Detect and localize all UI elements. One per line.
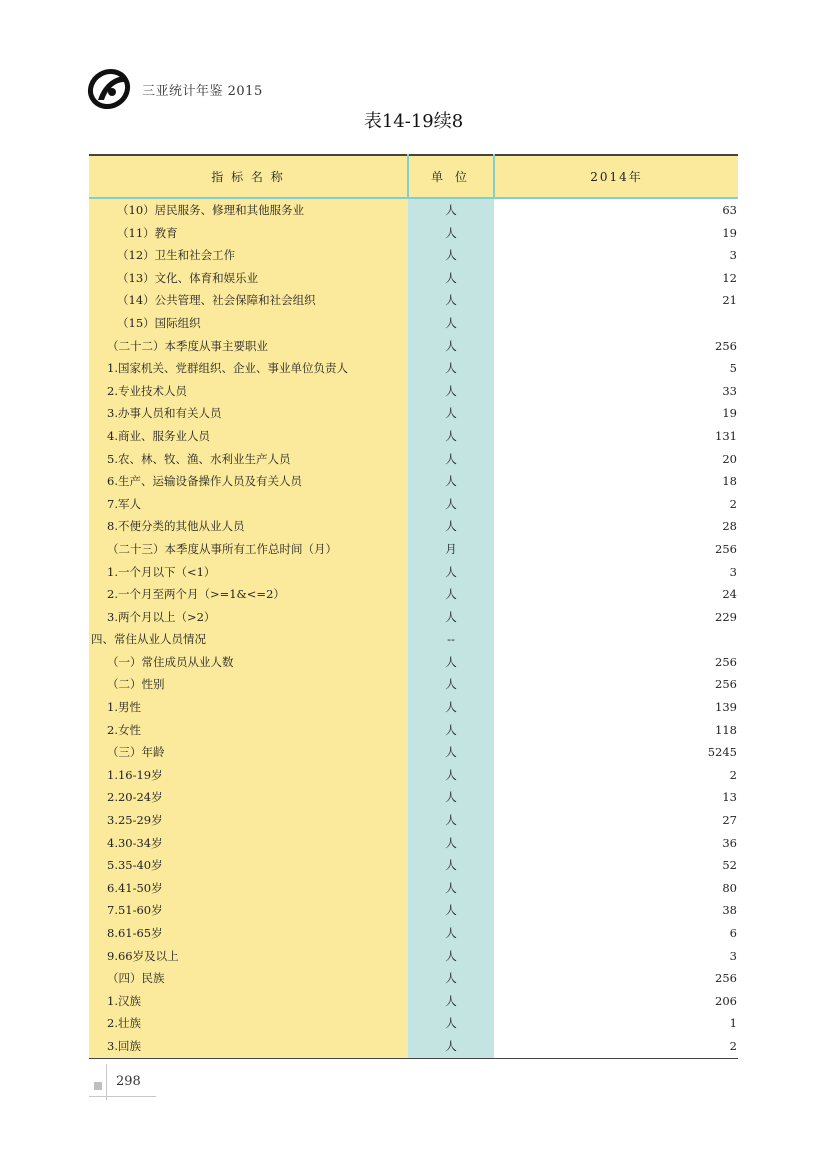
unit-cell: 人 <box>408 267 494 290</box>
unit-cell: 人 <box>408 877 494 900</box>
unit-cell: 人 <box>408 832 494 855</box>
value-cell: 256 <box>494 335 738 358</box>
indicator-name-cell: （二十二）本季度从事主要职业 <box>89 335 408 358</box>
unit-cell: 人 <box>408 1012 494 1035</box>
value-cell: 80 <box>494 877 738 900</box>
table-row <box>89 538 738 561</box>
value-cell: 1 <box>494 1012 738 1035</box>
indicator-name-cell: （15）国际组织 <box>89 312 408 335</box>
table-row <box>89 1035 738 1058</box>
unit-cell: 人 <box>408 854 494 877</box>
statistics-table-container <box>89 154 738 1059</box>
table-row <box>89 402 738 425</box>
unit-cell: 人 <box>408 198 494 222</box>
indicator-name-cell: 3.25-29岁 <box>89 809 408 832</box>
table-row <box>89 606 738 629</box>
value-cell: 12 <box>494 267 738 290</box>
table-row <box>89 198 738 222</box>
value-cell: 3 <box>494 561 738 584</box>
table-row <box>89 673 738 696</box>
table-row <box>89 493 738 516</box>
indicator-name-cell: （13）文化、体育和娱乐业 <box>89 267 408 290</box>
unit-cell: 人 <box>408 945 494 968</box>
value-cell: 19 <box>494 402 738 425</box>
value-cell: 131 <box>494 425 738 448</box>
unit-cell: 人 <box>408 335 494 358</box>
value-cell: 27 <box>494 809 738 832</box>
unit-cell: 人 <box>408 493 494 516</box>
unit-cell: 月 <box>408 538 494 561</box>
table-row <box>89 515 738 538</box>
unit-cell: 人 <box>408 922 494 945</box>
table-row <box>89 719 738 742</box>
table-row <box>89 854 738 877</box>
unit-cell: 人 <box>408 583 494 606</box>
value-cell: 5245 <box>494 741 738 764</box>
indicator-name-cell: 1.国家机关、党群组织、企业、事业单位负责人 <box>89 357 408 380</box>
value-cell: 5 <box>494 357 738 380</box>
column-header-unit: 单 位 <box>408 155 494 198</box>
indicator-name-cell: （10）居民服务、修理和其他服务业 <box>89 198 408 222</box>
value-cell: 118 <box>494 719 738 742</box>
table-row <box>89 832 738 855</box>
value-cell <box>494 312 738 335</box>
column-header-indicator-name: 指 标 名 称 <box>89 155 408 198</box>
unit-cell: 人 <box>408 312 494 335</box>
indicator-name-cell: 4.商业、服务业人员 <box>89 425 408 448</box>
table-row <box>89 809 738 832</box>
page-number: 298 <box>116 1074 141 1089</box>
indicator-name-cell: 9.66岁及以上 <box>89 945 408 968</box>
table-row <box>89 990 738 1013</box>
column-header-year: 2014年 <box>494 155 738 198</box>
table-row <box>89 899 738 922</box>
table-row <box>89 651 738 674</box>
indicator-name-cell: 7.51-60岁 <box>89 899 408 922</box>
table-row <box>89 425 738 448</box>
table-row <box>89 696 738 719</box>
indicator-name-cell: （二）性别 <box>89 673 408 696</box>
table-title: 表14-19续8 <box>363 111 464 132</box>
table-body <box>89 198 738 1058</box>
unit-cell: 人 <box>408 786 494 809</box>
value-cell: 256 <box>494 538 738 561</box>
indicator-name-cell: （三）年龄 <box>89 741 408 764</box>
value-cell: 3 <box>494 244 738 267</box>
table-header-row <box>89 155 738 198</box>
table-row <box>89 583 738 606</box>
page-marker-icon <box>94 1082 102 1090</box>
indicator-name-cell: 3.两个月以上（>2） <box>89 606 408 629</box>
value-cell: 13 <box>494 786 738 809</box>
indicator-name-cell: （14）公共管理、社会保障和社会组织 <box>89 289 408 312</box>
value-cell: 19 <box>494 222 738 245</box>
indicator-name-cell: 2.一个月至两个月（>=1&<=2） <box>89 583 408 606</box>
yearbook-logo-icon <box>86 66 132 112</box>
yearbook-title: 三亚统计年鉴 2015 <box>142 84 263 99</box>
indicator-name-cell: 1.一个月以下（<1） <box>89 561 408 584</box>
unit-cell: 人 <box>408 425 494 448</box>
indicator-name-cell: 6.生产、运输设备操作人员及有关人员 <box>89 470 408 493</box>
unit-cell: 人 <box>408 357 494 380</box>
value-cell: 6 <box>494 922 738 945</box>
indicator-name-cell: 3.回族 <box>89 1035 408 1058</box>
value-cell: 256 <box>494 673 738 696</box>
indicator-name-cell: 5.35-40岁 <box>89 854 408 877</box>
indicator-name-cell: 8.不便分类的其他从业人员 <box>89 515 408 538</box>
unit-cell: 人 <box>408 222 494 245</box>
statistics-table <box>89 154 738 1059</box>
unit-cell: 人 <box>408 741 494 764</box>
unit-cell: 人 <box>408 990 494 1013</box>
value-cell: 28 <box>494 515 738 538</box>
table-row <box>89 628 738 651</box>
unit-cell: 人 <box>408 289 494 312</box>
value-cell: 38 <box>494 899 738 922</box>
unit-cell: 人 <box>408 1035 494 1058</box>
value-cell: 2 <box>494 764 738 787</box>
table-row <box>89 312 738 335</box>
indicator-name-cell: 7.军人 <box>89 493 408 516</box>
table-row <box>89 267 738 290</box>
indicator-name-cell: 1.男性 <box>89 696 408 719</box>
table-row <box>89 335 738 358</box>
unit-cell: 人 <box>408 719 494 742</box>
indicator-name-cell: 四、常住从业人员情况 <box>89 628 408 651</box>
unit-cell: 人 <box>408 696 494 719</box>
unit-cell: 人 <box>408 515 494 538</box>
table-row <box>89 741 738 764</box>
table-row <box>89 1012 738 1035</box>
value-cell: 21 <box>494 289 738 312</box>
unit-cell: 人 <box>408 561 494 584</box>
unit-cell: -- <box>408 628 494 651</box>
value-cell: 3 <box>494 945 738 968</box>
table-row <box>89 448 738 471</box>
value-cell: 63 <box>494 198 738 222</box>
indicator-name-cell: 1.汉族 <box>89 990 408 1013</box>
value-cell: 52 <box>494 854 738 877</box>
unit-cell: 人 <box>408 809 494 832</box>
table-row <box>89 945 738 968</box>
value-cell <box>494 628 738 651</box>
indicator-name-cell: 2.专业技术人员 <box>89 380 408 403</box>
indicator-name-cell: 8.61-65岁 <box>89 922 408 945</box>
unit-cell: 人 <box>408 967 494 990</box>
table-row <box>89 244 738 267</box>
unit-cell: 人 <box>408 899 494 922</box>
indicator-name-cell: （一）常住成员从业人数 <box>89 651 408 674</box>
indicator-name-cell: 2.壮族 <box>89 1012 408 1035</box>
indicator-name-cell: 4.30-34岁 <box>89 832 408 855</box>
unit-cell: 人 <box>408 402 494 425</box>
table-row <box>89 380 738 403</box>
indicator-name-cell: 2.20-24岁 <box>89 786 408 809</box>
unit-cell: 人 <box>408 673 494 696</box>
table-row <box>89 764 738 787</box>
value-cell: 36 <box>494 832 738 855</box>
indicator-name-cell: 5.农、林、牧、渔、水利业生产人员 <box>89 448 408 471</box>
indicator-name-cell: 2.女性 <box>89 719 408 742</box>
value-cell: 229 <box>494 606 738 629</box>
table-row <box>89 289 738 312</box>
table-row <box>89 470 738 493</box>
unit-cell: 人 <box>408 470 494 493</box>
page-number-divider-horizontal <box>89 1096 156 1097</box>
table-row <box>89 967 738 990</box>
value-cell: 33 <box>494 380 738 403</box>
indicator-name-cell: （二十三）本季度从事所有工作总时间（月） <box>89 538 408 561</box>
indicator-name-cell: （11）教育 <box>89 222 408 245</box>
unit-cell: 人 <box>408 448 494 471</box>
indicator-name-cell: （四）民族 <box>89 967 408 990</box>
value-cell: 20 <box>494 448 738 471</box>
value-cell: 2 <box>494 1035 738 1058</box>
table-row <box>89 222 738 245</box>
table-row <box>89 922 738 945</box>
indicator-name-cell: 6.41-50岁 <box>89 877 408 900</box>
unit-cell: 人 <box>408 380 494 403</box>
unit-cell: 人 <box>408 244 494 267</box>
value-cell: 18 <box>494 470 738 493</box>
value-cell: 206 <box>494 990 738 1013</box>
value-cell: 24 <box>494 583 738 606</box>
value-cell: 139 <box>494 696 738 719</box>
table-row <box>89 877 738 900</box>
indicator-name-cell: 3.办事人员和有关人员 <box>89 402 408 425</box>
value-cell: 256 <box>494 967 738 990</box>
value-cell: 256 <box>494 651 738 674</box>
indicator-name-cell: 1.16-19岁 <box>89 764 408 787</box>
page-number-divider-vertical <box>106 1064 107 1100</box>
unit-cell: 人 <box>408 651 494 674</box>
table-row <box>89 357 738 380</box>
table-row <box>89 786 738 809</box>
value-cell: 2 <box>494 493 738 516</box>
indicator-name-cell: （12）卫生和社会工作 <box>89 244 408 267</box>
table-row <box>89 561 738 584</box>
unit-cell: 人 <box>408 764 494 787</box>
unit-cell: 人 <box>408 606 494 629</box>
